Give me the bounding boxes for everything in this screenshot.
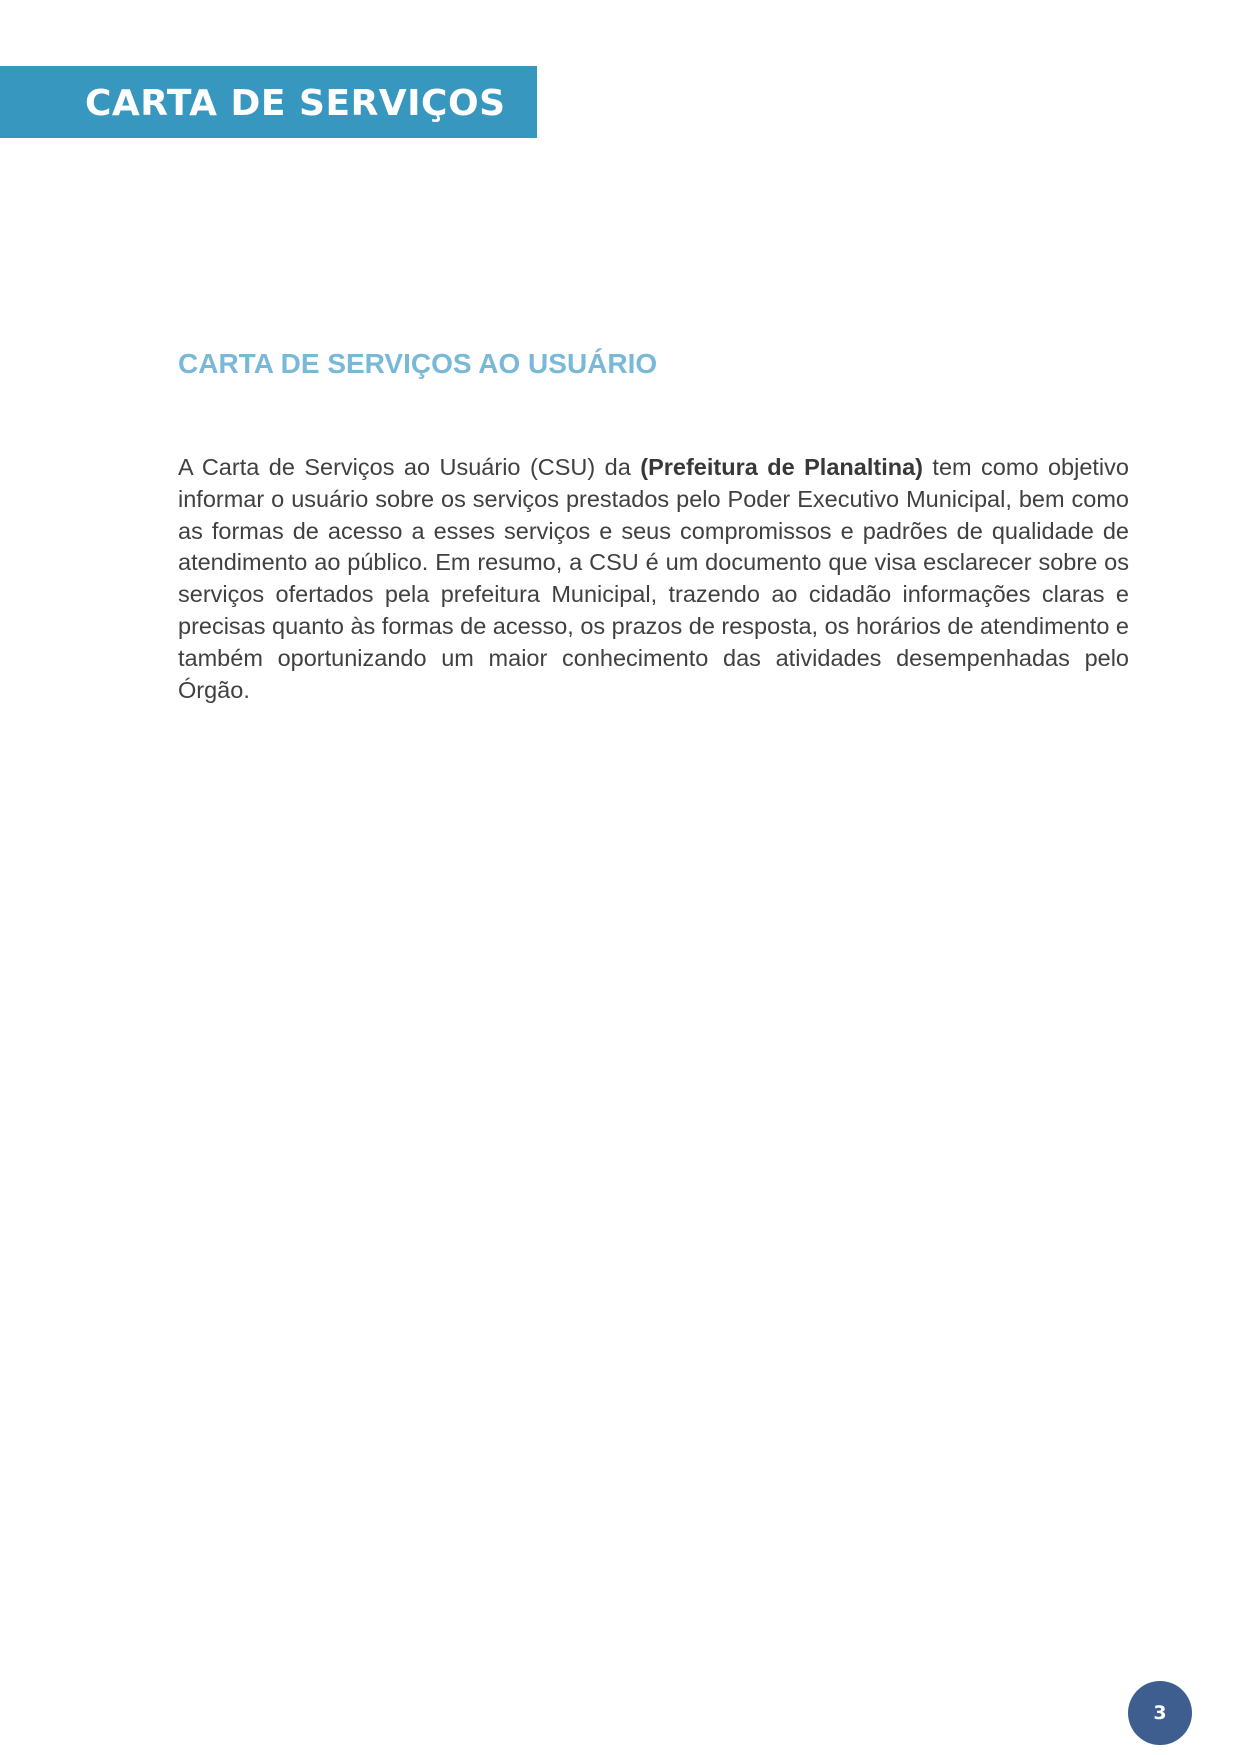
body-paragraph bbox=[178, 452, 1129, 706]
section-heading: CARTA DE SERVIÇOS AO USUÁRIO bbox=[178, 348, 658, 379]
paragraph-text-start: A Carta de Serviços ao Usuário (CSU) da bbox=[178, 454, 641, 480]
header-title: CARTA DE SERVIÇOS bbox=[85, 82, 506, 124]
header-band bbox=[0, 66, 537, 138]
paragraph-text-rest: tem como objetivo informar o usuário sobre os serviços prestados pelo Poder Executivo Municipal, bem como as formas de acesso a esses serviços e seus compromissos e padrões de qualidade de atendimento ao público. Em resumo, a CSU é um documento que visa esclarecer sobre os serviços ofertados pela prefeitura Municipal, trazendo ao cidadão informações claras e precisas quanto às formas de acesso, os prazos de resposta, os horários de atendimento e também oportunizando um maior conhecimento das atividades desempenhadas pelo Órgão. bbox=[178, 454, 1129, 703]
page-number-badge: 3 bbox=[1128, 1681, 1192, 1745]
paragraph-bold-entity: (Prefeitura de Planaltina) bbox=[640, 454, 923, 480]
